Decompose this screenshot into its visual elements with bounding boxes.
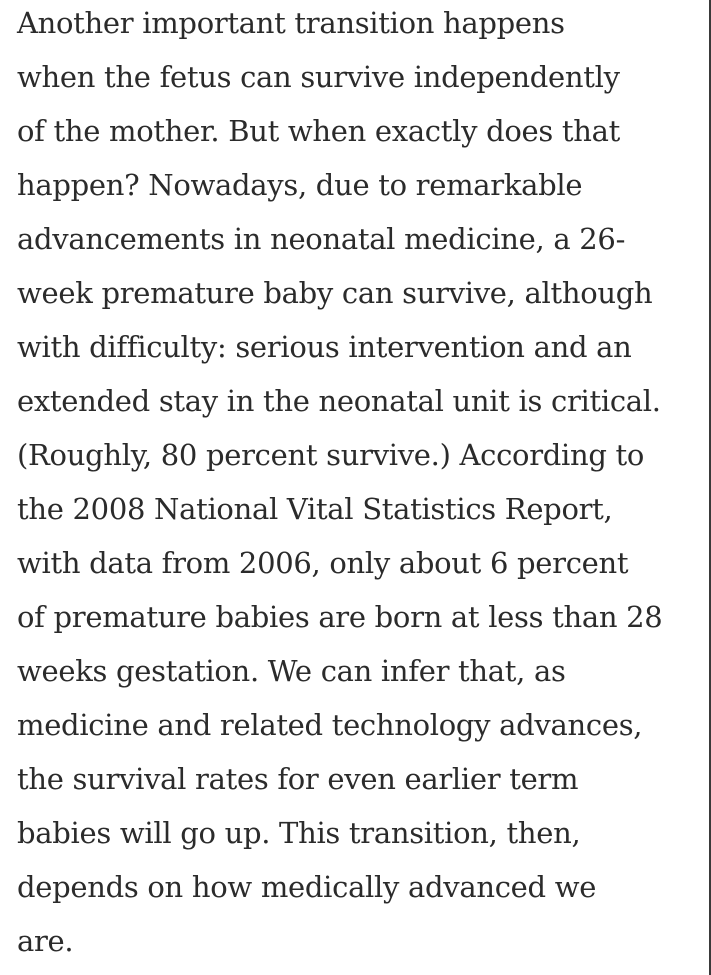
paragraph-line: advancements in neonatal medicine, a 26-: [17, 222, 626, 256]
paragraph-line: weeks gestation. We can infer that, as: [17, 654, 566, 688]
paragraph-line: Another important transition happens: [17, 6, 565, 40]
paragraph-line: with data from 2006, only about 6 percent: [17, 546, 629, 580]
paragraph-line: depends on how medically advanced we: [17, 870, 597, 904]
paragraph-line: medicine and related technology advances,: [17, 708, 643, 742]
paragraph-line: of the mother. But when exactly does that: [17, 114, 620, 148]
paragraph-line: are.: [17, 924, 74, 958]
paragraph-line: when the fetus can survive independently: [17, 60, 620, 94]
paragraph-line: week premature baby can survive, although: [17, 276, 653, 310]
paragraph-line: the 2008 National Vital Statistics Report,: [17, 492, 613, 526]
paragraph-line: babies will go up. This transition, then,: [17, 816, 581, 850]
paragraph-line: the survival rates for even earlier term: [17, 762, 579, 796]
paragraph-line: (Roughly, 80 percent survive.) According to: [17, 438, 645, 472]
paragraph-line: of premature babies are born at less than 28: [17, 600, 663, 634]
article-paragraph: [17, 0, 707, 968]
paragraph-line: happen? Nowadays, due to remarkable: [17, 168, 583, 202]
paragraph-line: extended stay in the neonatal unit is critical.: [17, 384, 661, 418]
paragraph-line: with difficulty: serious intervention and an: [17, 330, 632, 364]
